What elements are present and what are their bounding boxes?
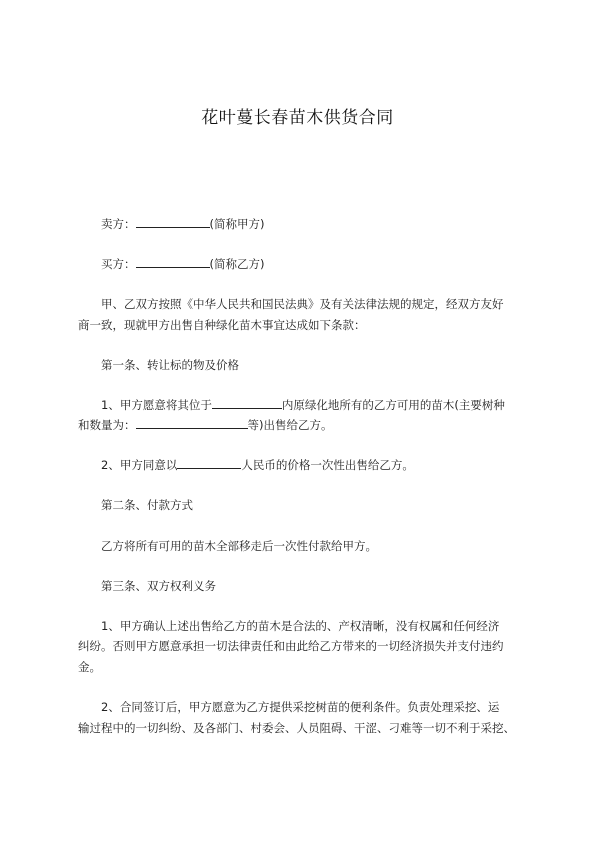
article-3-clause-1-line-1: 1、甲方确认上述出售给乙方的苗木是合法的、产权清晰，没有权属和任何经济 [101, 619, 500, 633]
buyer-suffix: (简称乙方) [209, 257, 265, 271]
article-2-text: 乙方将所有可用的苗木全部移走后一次性付款给甲方。 [101, 539, 377, 553]
article-3-clause-2-line-1: 2、合同签订后，甲方愿意为乙方提供采挖树苗的便利条件。负责处理采挖、运 [101, 700, 500, 714]
buyer-name-blank [136, 256, 210, 268]
article-1-clause-1-line-1 [101, 397, 505, 413]
seller-name-blank [136, 216, 210, 228]
article-3-clause-2-line-2: 输过程中的一切纠纷、及各部门、村委会、人员阻碍、干涩、刁难等一切不利于采挖、 [78, 721, 515, 735]
article-1-clause-1-line-2 [78, 417, 333, 433]
article-1-clause-2 [101, 457, 414, 473]
seller-label: 卖方： [101, 217, 136, 231]
location-blank [212, 397, 282, 409]
article-2-heading: 第二条、付款方式 [101, 498, 193, 512]
clause-2-text-a: 2、甲方同意以 [101, 458, 178, 472]
clause-1-text-a: 1、甲方愿意将其位于 [101, 398, 212, 412]
article-3-clause-1-line-3: 金。 [78, 660, 101, 674]
buyer-label: 买方： [101, 257, 136, 271]
article-3-clause-1-line-2: 纠纷。否则甲方愿意承担一切法律责任和由此给乙方带来的一切经济损失并支付违约 [78, 639, 504, 653]
seller-suffix: (简称甲方) [209, 217, 265, 231]
clause-1-text-c: 和数量为： [78, 418, 136, 432]
seller-line [101, 216, 264, 232]
article-3-heading: 第三条、双方权利义务 [101, 579, 216, 593]
clause-1-text-d: 等)出售给乙方。 [247, 418, 333, 432]
intro-line-2: 商一致，现就甲方出售自种绿化苗木事宜达成如下条款： [78, 318, 366, 332]
intro-line-1: 甲、乙双方按照《中华人民共和国民法典》及有关法律法规的规定，经双方友好 [101, 297, 504, 311]
document-title: 花叶蔓长春苗木供货合同 [201, 108, 394, 128]
species-quantity-blank [136, 417, 248, 429]
clause-2-text-b: 人民币的价格一次性出售给乙方。 [241, 458, 414, 472]
clause-1-text-b: 内原绿化地所有的乙方可用的苗木(主要树种 [281, 398, 505, 412]
price-blank [177, 457, 241, 469]
article-1-heading: 第一条、转让标的物及价格 [101, 358, 239, 372]
buyer-line [101, 256, 264, 272]
